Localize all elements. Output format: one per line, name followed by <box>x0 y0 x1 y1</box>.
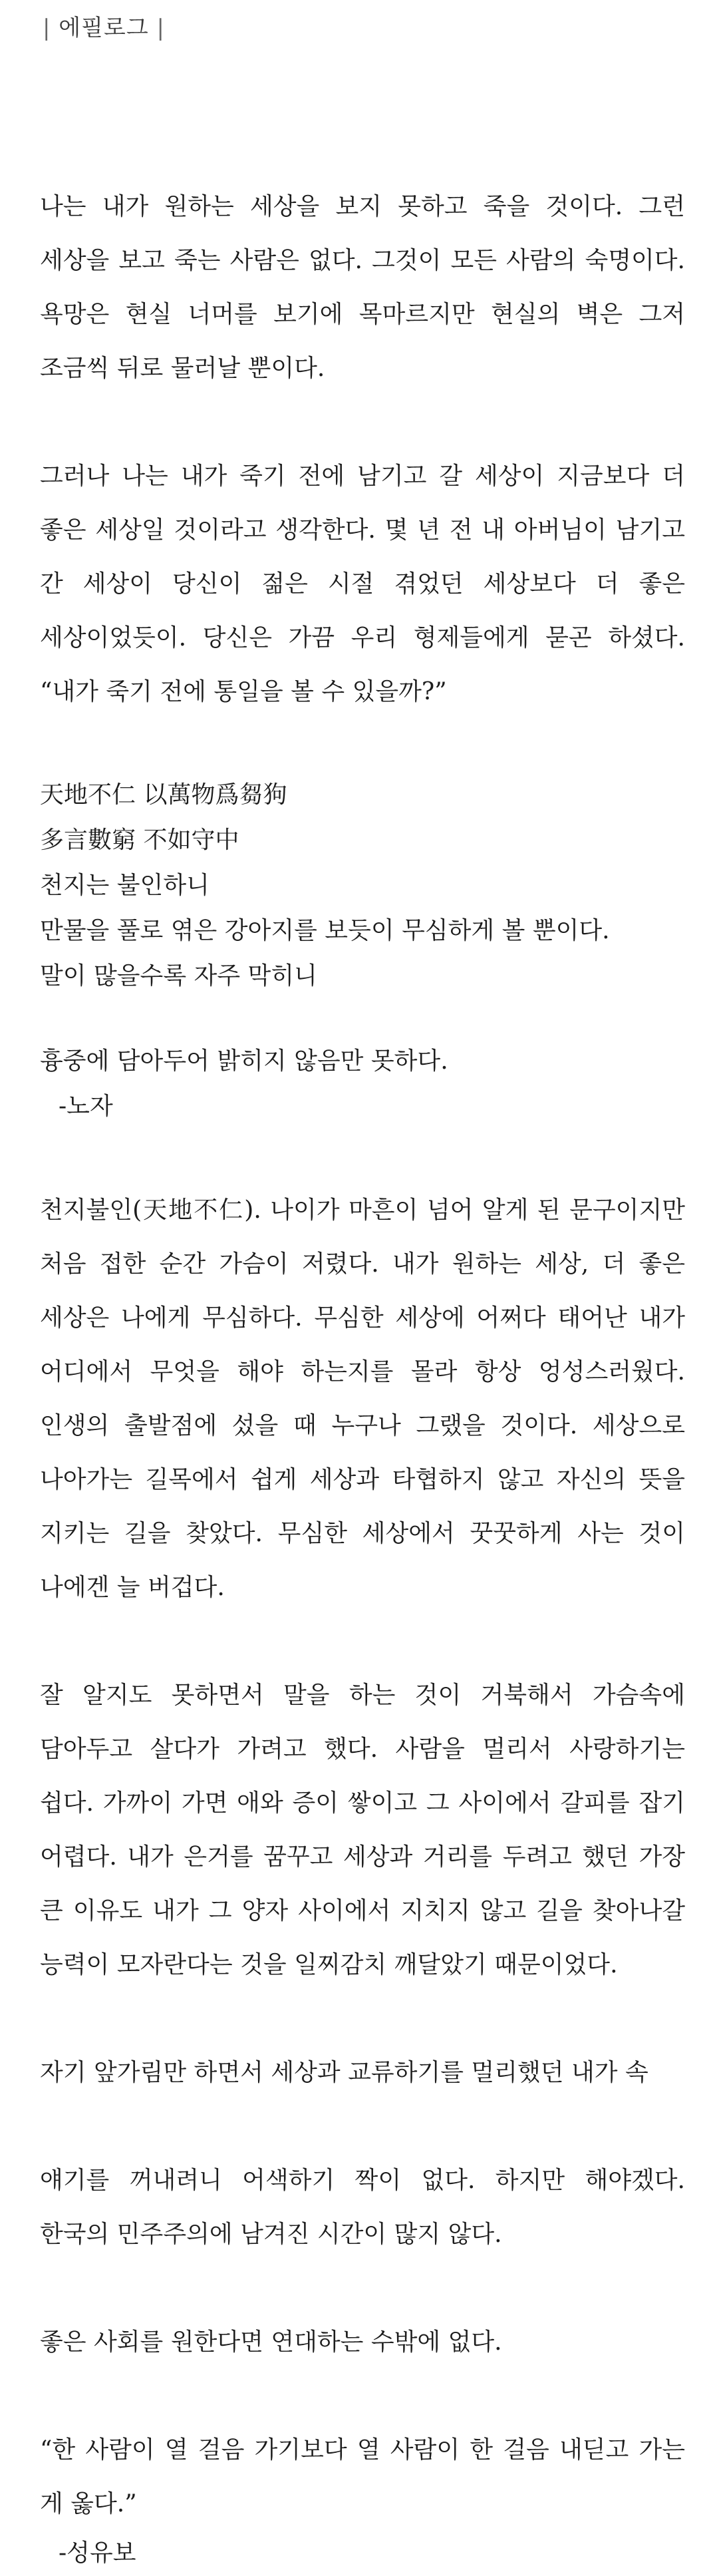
quote-line: 천지는 불인하니 <box>40 872 210 899</box>
body-text <box>40 180 693 2576</box>
paragraph-1: 나는 내가 원하는 세상을 보지 못하고 죽을 것이다. 그런 세상을 보고 죽는 사람은 없다. 그것이 모든 사람의 숙명이다. 욕망은 현실 너머를 보기에 목마르지만 현실의 벽은 그저 조금씩 뒤로 물러날 뿐이다. <box>40 193 693 382</box>
quote-attribution: -노자 <box>59 1093 113 1120</box>
header-bar-right: | <box>156 15 165 41</box>
quote-line: 多言數窮 不如守中 <box>40 827 239 854</box>
paragraph-5b: 얘기를 꺼내려니 어색하기 짝이 없다. 하지만 해야겠다. 한국의 민주주의에 남겨진 시간이 많지 않다. <box>40 2167 693 2248</box>
header-bar-left: | <box>43 15 51 41</box>
laozi-quote <box>40 773 685 1129</box>
quote-line: 흉중에 담아두어 밝히지 않음만 못하다. <box>40 1047 448 1075</box>
chapter-header <box>43 13 165 43</box>
quote-line: 만물을 풀로 엮은 강아지를 보듯이 무심하게 볼 뿐이다. <box>40 917 610 944</box>
paragraph-3: 천지불인(天地不仁). 나이가 마흔이 넘어 알게 된 문구이지만 처음 접한 순간 가슴이 저렸다. 내가 원하는 세상, 더 좋은 세상은 나에게 무심하다. 무심한 세상에 어쩌다 태어난 내가 어디에서 무엇을 해야 하는지를 몰라 항상 엉성스러웠다. 인생의 출발점에 섰을 때 누구나 그랬을 것이다. 세상으로 나아가는 길목에서 쉽게 세상과 타협하지 않고 자신의 뜻을 지키는 길을 찾았다. 무심한 세상에서 꿋꿋하게 사는 것이 나에겐 늘 버겁다. <box>40 1196 693 1601</box>
paragraph-7: “한 사람이 열 걸음 가기보다 열 사람이 한 걸음 내딛고 가는 게 옳다.” <box>40 2436 693 2517</box>
paragraph-5a: 자기 앞가림만 하면서 세상과 교류하기를 멀리했던 내가 속 <box>40 2059 648 2086</box>
quote-line: 말이 많을수록 자주 막히니 <box>40 962 317 990</box>
chapter-title: 에필로그 <box>59 15 149 41</box>
paragraph-6: 좋은 사회를 원한다면 연대하는 수밖에 없다. <box>40 2328 502 2356</box>
quote-attribution: -성유보 <box>59 2539 136 2567</box>
quote-line: 天地不仁 以萬物爲芻狗 <box>40 781 287 809</box>
paragraph-4: 잘 알지도 못하면서 말을 하는 것이 거북해서 가슴속에 담아두고 살다가 가려고 했다. 사람을 멀리서 사랑하기는 쉽다. 가까이 가면 애와 증이 쌓이고 그 사이에서 갈피를 잡기 어렵다. 내가 은거를 꿈꾸고 세상과 거리를 두려고 했던 가장 큰 이유도 내가 그 양자 사이에서 지치지 않고 길을 찾아나갈 능력이 모자란다는 것을 일찌감치 깨달았기 때문이었다. <box>40 1682 693 1978</box>
paragraph-2: 그러나 나는 내가 죽기 전에 남기고 갈 세상이 지금보다 더 좋은 세상일 것이라고 생각한다. 몇 년 전 내 아버님이 남기고 간 세상이 당신이 젊은 시절 겪었던 세상보다 더 좋은 세상이었듯이. 당신은 가끔 우리 형제들에게 묻곤 하셨다. “내가 죽기 전에 통일을 볼 수 있을까?” <box>40 462 693 705</box>
